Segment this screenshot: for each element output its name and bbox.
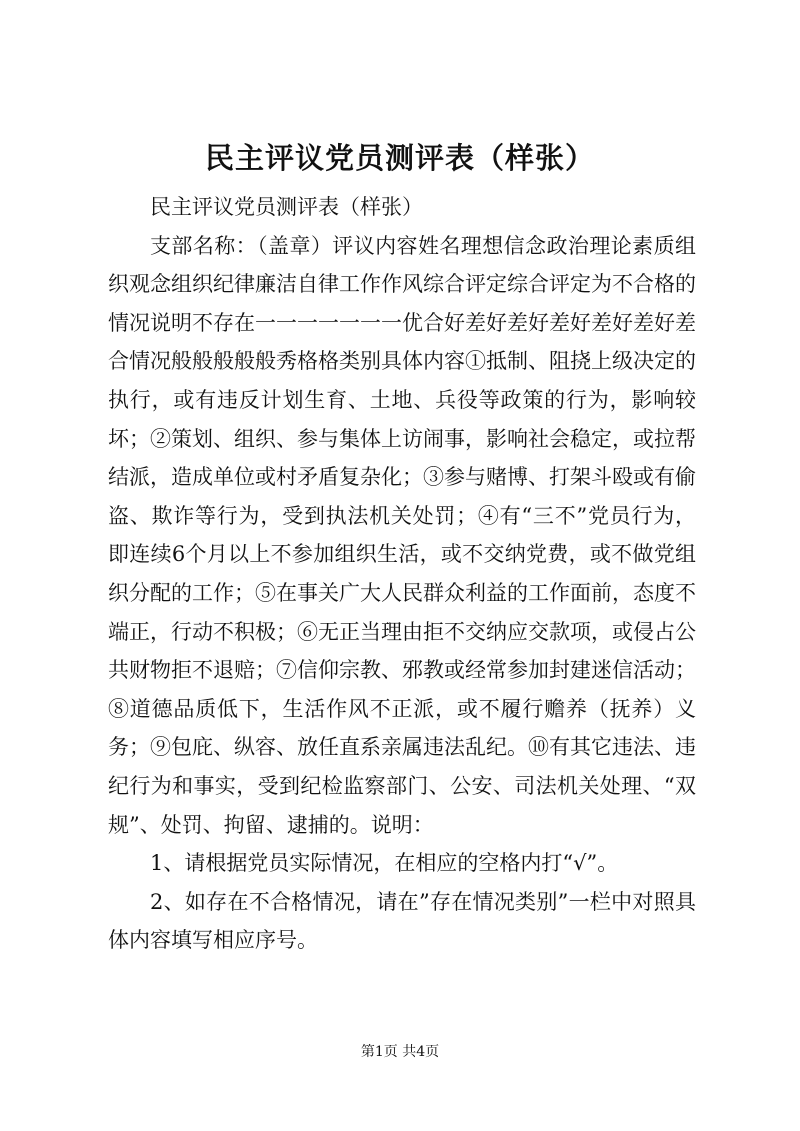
page-number-footer: 第1页 共4页 bbox=[360, 1044, 440, 1060]
document-title: 民主评议党员测评表（样张） bbox=[204, 141, 595, 175]
document-body bbox=[108, 188, 696, 960]
instruction-1-paragraph: 1、请根据党员实际情况，在相应的空格内打“√”。 bbox=[150, 851, 619, 876]
instruction-2-paragraph: 2、如存在不合格情况，请在”存在情况类别”一栏中对照具体内容填写相应序号。 bbox=[108, 889, 696, 953]
main-content-paragraph: 支部名称：（盖章）评议内容姓名理想信念政治理论素质组织观念组织纪律廉洁自律工作作风综合评定综合评定为不合格的情况说明不存在一一一一一一一优合好差好差好差好差好差好差合情况般般般般般秀格格类别具体内容①抵制、阻挠上级决定的执行，或有违反计划生育、土地、兵役等政策的行为，影响较坏；②策划、组织、参与集体上访闹事，影响社会稳定，或拉帮结派，造成单位或村矛盾复杂化；③参与赌博、打架斗殴或有偷盗、欺诈等行为，受到执法机关处罚；④有“三不”党员行为，即连续6个月以上不参加组织生活，或不交纳党费，或不做党组织分配的工作；⑤在事关广大人民群众利益的工作面前，态度不端正，行动不积极；⑥无正当理由拒不交纳应交款项，或侵占公共财物拒不退赔；⑦信仰宗教、邪教或经常参加封建迷信活动；⑧道德品质低下，生活作风不正派，或不履行赡养（抚养）义务；⑨包庇、纵容、放任直系亲属违法乱纪。⑩有其它违法、违纪行为和事实，受到纪检监察部门、公安、司法机关处理、“双规”、处罚、拘留、逮捕的。说明： bbox=[108, 233, 696, 837]
subtitle-paragraph: 民主评议党员测评表（样张） bbox=[150, 195, 423, 219]
